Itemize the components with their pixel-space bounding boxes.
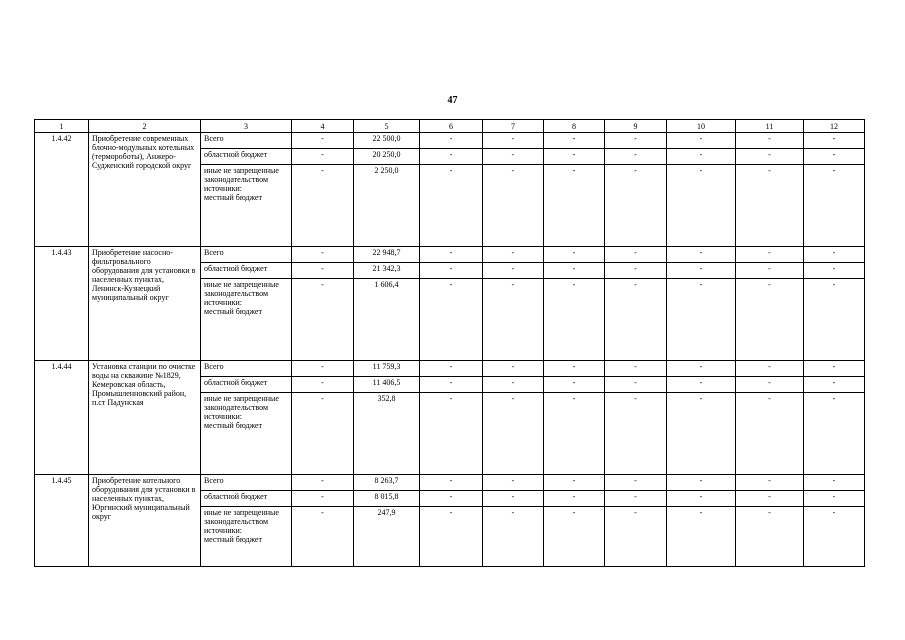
source-other-cell — [201, 165, 292, 247]
dash-cell: - — [605, 491, 667, 507]
dash-cell: - — [667, 377, 736, 393]
dash-cell: - — [420, 149, 483, 165]
dash-cell: - — [544, 475, 605, 491]
dash-cell: - — [804, 279, 865, 361]
dash-cell: - — [483, 279, 544, 361]
dash-cell: - — [804, 247, 865, 263]
measure-id: 1.4.44 — [35, 361, 89, 475]
dash-cell: - — [667, 361, 736, 377]
source-other-cell — [201, 507, 292, 567]
measure-id: 1.4.45 — [35, 475, 89, 567]
dash-cell: - — [420, 507, 483, 567]
measure-row-total — [35, 247, 865, 263]
dash-cell: - — [544, 507, 605, 567]
dash-cell: - — [605, 149, 667, 165]
budget-table — [34, 119, 865, 567]
dash-cell: - — [804, 361, 865, 377]
source-total-label: Всего — [201, 475, 292, 491]
dash-cell: - — [292, 361, 354, 377]
dash-cell: - — [420, 377, 483, 393]
column-number-header: 4 — [292, 120, 354, 133]
regional-amount: 20 250,0 — [354, 149, 420, 165]
measure-id: 1.4.43 — [35, 247, 89, 361]
source-other-label: иные не запрещенные законодательством источники: — [204, 280, 279, 307]
measure-row-total — [35, 475, 865, 491]
total-amount: 8 263,7 — [354, 475, 420, 491]
source-regional-label: областной бюджет — [201, 377, 292, 393]
dash-cell: - — [292, 165, 354, 247]
dash-cell: - — [292, 263, 354, 279]
dash-cell: - — [605, 393, 667, 475]
dash-cell: - — [420, 475, 483, 491]
column-number-header: 5 — [354, 120, 420, 133]
dash-cell: - — [667, 263, 736, 279]
dash-cell: - — [292, 393, 354, 475]
dash-cell: - — [667, 149, 736, 165]
dash-cell: - — [736, 507, 804, 567]
measure-row-total — [35, 133, 865, 149]
dash-cell: - — [667, 165, 736, 247]
column-number-header: 6 — [420, 120, 483, 133]
dash-cell: - — [544, 247, 605, 263]
dash-cell: - — [483, 491, 544, 507]
dash-cell: - — [605, 279, 667, 361]
source-other-cell — [201, 393, 292, 475]
dash-cell: - — [420, 393, 483, 475]
source-local-label: местный бюджет — [204, 421, 262, 430]
dash-cell: - — [667, 491, 736, 507]
column-number-header: 8 — [544, 120, 605, 133]
source-local-label: местный бюджет — [204, 535, 262, 544]
dash-cell: - — [804, 377, 865, 393]
source-other-label: иные не запрещенные законодательством источники: — [204, 394, 279, 421]
dash-cell: - — [420, 279, 483, 361]
column-number-header: 10 — [667, 120, 736, 133]
dash-cell: - — [605, 165, 667, 247]
dash-cell: - — [804, 149, 865, 165]
dash-cell: - — [605, 263, 667, 279]
dash-cell: - — [804, 165, 865, 247]
source-local-label: местный бюджет — [204, 193, 262, 202]
dash-cell: - — [544, 133, 605, 149]
dash-cell: - — [804, 133, 865, 149]
source-total-label: Всего — [201, 247, 292, 263]
page-number: 47 — [447, 95, 458, 106]
column-number-header: 9 — [605, 120, 667, 133]
measure-name: Приобретение современных блочно-модульных котельных (термороботы), Анжеро-Судженский городской округ — [89, 133, 201, 247]
total-amount: 22 500,0 — [354, 133, 420, 149]
dash-cell: - — [736, 491, 804, 507]
dash-cell: - — [483, 263, 544, 279]
dash-cell: - — [420, 263, 483, 279]
dash-cell: - — [736, 475, 804, 491]
dash-cell: - — [667, 133, 736, 149]
dash-cell: - — [483, 247, 544, 263]
dash-cell: - — [544, 149, 605, 165]
measure-name: Установка станции по очистке воды на скважине №1829, Кемеровская область, Промышленновский район, п.ст Падунская — [89, 361, 201, 475]
column-number-header: 2 — [89, 120, 201, 133]
dash-cell: - — [420, 165, 483, 247]
dash-cell: - — [667, 279, 736, 361]
total-amount: 11 759,3 — [354, 361, 420, 377]
dash-cell: - — [736, 377, 804, 393]
dash-cell: - — [736, 165, 804, 247]
dash-cell: - — [292, 475, 354, 491]
source-other-label: иные не запрещенные законодательством источники: — [204, 508, 279, 535]
column-number-header: 1 — [35, 120, 89, 133]
local-amount: 1 606,4 — [354, 279, 420, 361]
dash-cell: - — [292, 247, 354, 263]
dash-cell: - — [804, 507, 865, 567]
source-total-label: Всего — [201, 361, 292, 377]
dash-cell: - — [667, 393, 736, 475]
column-number-row — [35, 120, 865, 133]
dash-cell: - — [544, 165, 605, 247]
dash-cell: - — [605, 507, 667, 567]
regional-amount: 11 406,5 — [354, 377, 420, 393]
dash-cell: - — [420, 133, 483, 149]
column-number-header: 12 — [804, 120, 865, 133]
dash-cell: - — [804, 263, 865, 279]
dash-cell: - — [736, 133, 804, 149]
dash-cell: - — [420, 491, 483, 507]
dash-cell: - — [544, 393, 605, 475]
measure-row-total — [35, 361, 865, 377]
source-other-cell — [201, 279, 292, 361]
dash-cell: - — [736, 279, 804, 361]
dash-cell: - — [736, 361, 804, 377]
dash-cell: - — [804, 475, 865, 491]
dash-cell: - — [483, 149, 544, 165]
local-amount: 352,8 — [354, 393, 420, 475]
dash-cell: - — [292, 507, 354, 567]
source-regional-label: областной бюджет — [201, 263, 292, 279]
dash-cell: - — [804, 491, 865, 507]
dash-cell: - — [544, 491, 605, 507]
dash-cell: - — [292, 377, 354, 393]
column-number-header: 3 — [201, 120, 292, 133]
dash-cell: - — [292, 133, 354, 149]
dash-cell: - — [804, 393, 865, 475]
source-local-label: местный бюджет — [204, 307, 262, 316]
dash-cell: - — [605, 475, 667, 491]
dash-cell: - — [736, 393, 804, 475]
column-number-header: 11 — [736, 120, 804, 133]
dash-cell: - — [605, 133, 667, 149]
local-amount: 247,9 — [354, 507, 420, 567]
dash-cell: - — [605, 377, 667, 393]
dash-cell: - — [483, 475, 544, 491]
dash-cell: - — [292, 491, 354, 507]
dash-cell: - — [292, 149, 354, 165]
dash-cell: - — [667, 247, 736, 263]
measure-name: Приобретение котельного оборудования для установки в населенных пунктах, Юргинский муниципальный округ — [89, 475, 201, 567]
total-amount: 22 948,7 — [354, 247, 420, 263]
dash-cell: - — [420, 247, 483, 263]
dash-cell: - — [544, 279, 605, 361]
dash-cell: - — [544, 377, 605, 393]
dash-cell: - — [667, 475, 736, 491]
dash-cell: - — [544, 361, 605, 377]
dash-cell: - — [736, 149, 804, 165]
local-amount: 2 250,0 — [354, 165, 420, 247]
dash-cell: - — [420, 361, 483, 377]
dash-cell: - — [605, 247, 667, 263]
regional-amount: 8 015,8 — [354, 491, 420, 507]
source-other-label: иные не запрещенные законодательством источники: — [204, 166, 279, 193]
dash-cell: - — [605, 361, 667, 377]
source-regional-label: областной бюджет — [201, 149, 292, 165]
dash-cell: - — [292, 279, 354, 361]
dash-cell: - — [736, 263, 804, 279]
dash-cell: - — [544, 263, 605, 279]
measure-name: Приобретение насосно-фильтровального оборудования для установки в населенных пунктах, Ленинск-Кузнецкий муниципальный округ — [89, 247, 201, 361]
dash-cell: - — [483, 361, 544, 377]
dash-cell: - — [483, 507, 544, 567]
dash-cell: - — [483, 165, 544, 247]
regional-amount: 21 342,3 — [354, 263, 420, 279]
dash-cell: - — [736, 247, 804, 263]
dash-cell: - — [483, 133, 544, 149]
dash-cell: - — [483, 393, 544, 475]
dash-cell: - — [667, 507, 736, 567]
source-total-label: Всего — [201, 133, 292, 149]
column-number-header: 7 — [483, 120, 544, 133]
dash-cell: - — [483, 377, 544, 393]
source-regional-label: областной бюджет — [201, 491, 292, 507]
measure-id: 1.4.42 — [35, 133, 89, 247]
